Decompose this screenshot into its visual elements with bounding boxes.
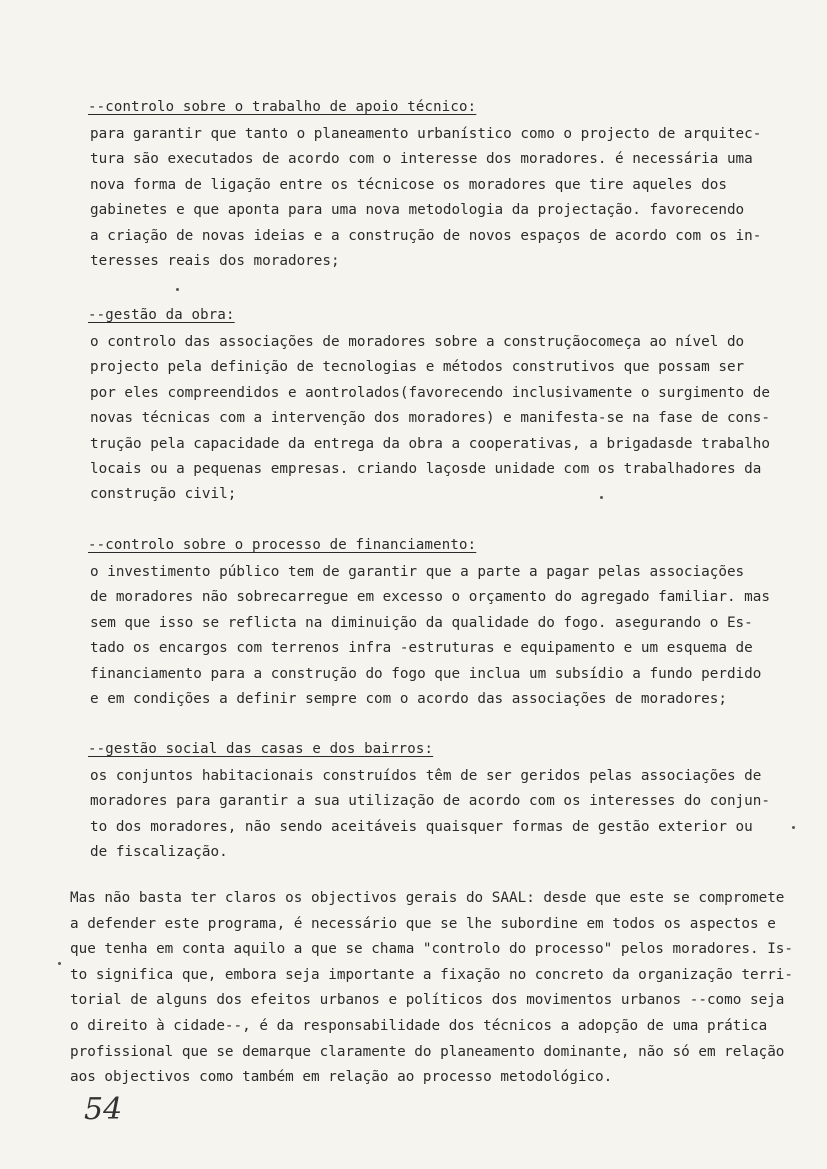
section-heading: --gestão social das casas e dos bairros:	[88, 741, 434, 757]
paper-speck	[600, 496, 603, 499]
paper-speck	[792, 826, 795, 829]
paper-speck	[58, 962, 61, 965]
section-paragraph: os conjuntos habitacionais construídos têm de ser geridos pelas associações de moradores para garantir a sua utilização de acordo com os interesses do conjun- to dos moradores, não sendo aceitáveis quaisquer formas de gestão exterior ou de fiscalização.	[90, 768, 770, 861]
section-heading: --gestão da obra:	[88, 307, 235, 323]
paper-speck	[176, 288, 179, 291]
section-gestao-social	[78, 738, 778, 866]
closing-paragraph: Mas não basta ter claros os objectivos gerais do SAAL: desde que este se compromete a defender este programa, é necessário que se lhe subordine em todos os aspectos e que tenha em conta aquilo a que se chama "controlo do processo" pelos moradores. Is- to significa que, embora seja importante a fixação no concreto da organização terri- torial de alguns dos efeitos urbanos e políticos dos movimentos urbanos --como seja o direito à cidade--, é da responsabilidade dos técnicos a adopção de uma prática profissional que se demarque claramente do planeamento dominante, não só em relação aos objectivos como também em relação ao processo metodológico.	[70, 890, 794, 1086]
section-heading: --controlo sobre o trabalho de apoio técnico:	[88, 99, 477, 115]
section-paragraph: para garantir que tanto o planeamento urbanístico como o projecto de arquitec- tura são executados de acordo com o interesse dos moradores. é necessária uma nova forma de ligação entre os técnicose os moradores que tire aqueles dos gabinetes e que aponta para uma nova metodologia da projectação. favorecendo a criação de novas ideias e a construção de novos espaços de acordo com os in- teresses reais dos moradores;	[90, 126, 762, 270]
section-paragraph: o investimento público tem de garantir que a parte a pagar pelas associações de moradores não sobrecarregue em excesso o orçamento do agregado familiar. mas sem que isso se reflicta na diminuição da qualidade do fogo. asegurando o Es- tado os encargos com terrenos infra -estruturas e equipamento e um esquema de financiamento para a construção do fogo que inclua um subsídio a fundo perdido e em condições a definir sempre com o acordo das associações de moradores;	[90, 564, 770, 708]
section-controlo-apoio-tecnico	[78, 96, 778, 274]
section-heading: --controlo sobre o processo de financiamento:	[88, 537, 477, 553]
section-controlo-financiamento	[78, 534, 778, 712]
section-paragraph: o controlo das associações de moradores sobre a construçãocomeça ao nível do projecto pela definição de tecnologias e métodos construtivos que possam ser por eles compreendidos e aontrolados(favorecendo inclusivamente o surgimento de novas técnicas com a intervenção dos moradores) e manifesta-se na fase de cons- trução pela capacidade da entrega da obra a cooperativas, a brigadasde trabalho locais ou a pequenas empresas. criando laçosde unidade com os trabalhadores da construção civil;	[90, 334, 770, 503]
section-gestao-obra	[78, 304, 778, 508]
page-number: 54	[84, 1092, 123, 1127]
